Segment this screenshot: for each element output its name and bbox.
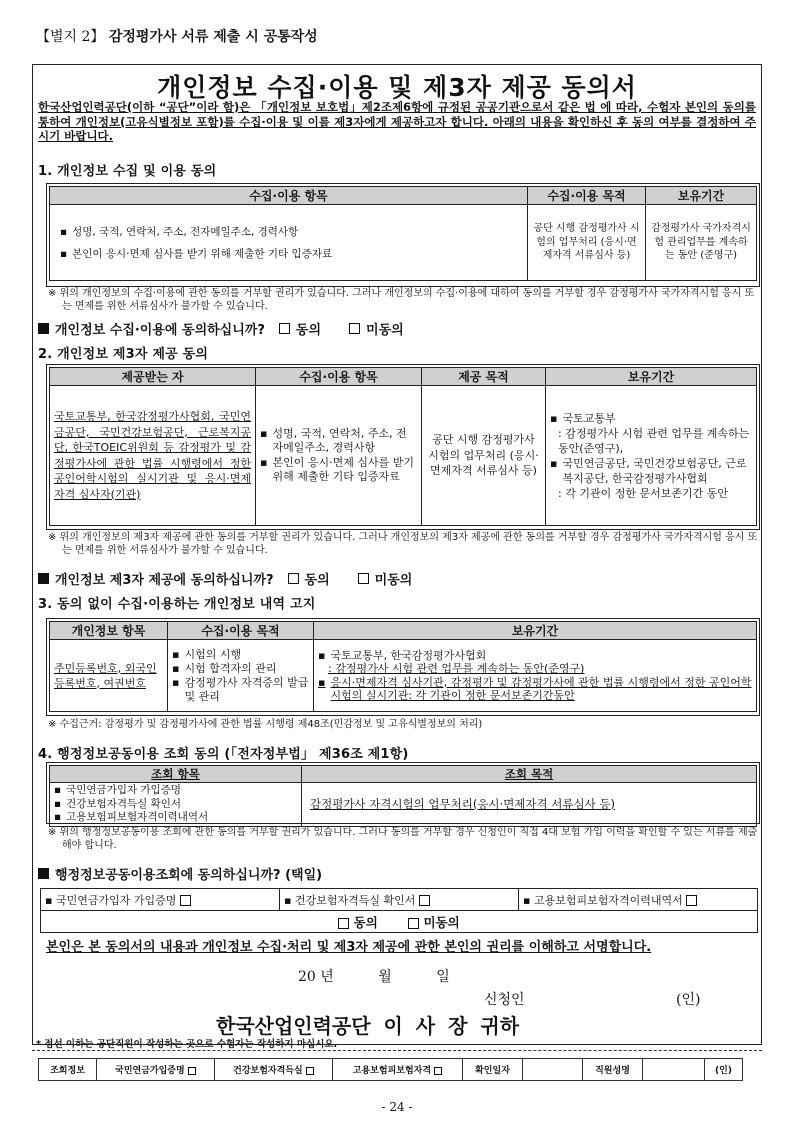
s2-th-items: 수집·이용 항목 [256,368,422,386]
s4-consent-row [41,911,758,933]
office-query-info: 조회정보 [39,1059,97,1081]
office-use-table [38,1058,742,1081]
s2-purpose-cell: 공단 시행 감정평가사 시험의 업무처리 (응시·면제자격 서류심사 등) [422,386,546,526]
section-4-question [38,864,322,883]
s1-th-purpose: 수집·이용 목적 [528,187,646,205]
s2-agree-label: 동의 [304,573,330,588]
consent-statement: 본인은 본 동의서의 내용과 개인정보 수집·처리 및 제3자 제공에 관한 본인의 권리를 이해하고 서명합니다. [46,940,652,955]
section-1-note: ※ 위의 개인정보의 수집·이용에 관한 동의를 거부할 권리가 있습니다. 그러나 개인정보의 수집·이용에 대하여 동의를 거부할 경우 감정평가사 국가자격시험 응시 또는 면제를 위한 서류심사가 불가할 수 있습니다. [48,288,755,312]
section-2-heading: 2. 개인정보 제3자 제공 동의 [38,347,209,362]
s4-option-pension: ▪ 국민연금가입자 가입증명 [41,889,280,911]
list-item: ▪ 국민연금공단, 국민건강보험공단, 근로복지공단, 한국감정평가사협회 [550,456,747,485]
s1-purpose-cell: 공단 시행 감정평가사 시험의 업무처리 (응시·면제자격 서류심사 등) [528,205,646,281]
page-number: - 24 - [381,1100,413,1114]
office-health-checkbox[interactable] [306,1067,314,1075]
list-item: ▪ 건강보험자격득실 확인서 [54,797,182,810]
s3-purpose-cell [168,640,314,712]
s4-th-purpose: 조회 목적 [302,766,757,783]
section-2-note: ※ 위의 개인정보의 제3자 제공에 관한 동의를 거부할 권리가 있습니다. 그러나 개인정보의 제3자 제공에 관한 동의를 거부할 경우 감정평가사 국가자격시험 응시 또는 면제를 위한 서류심사가 불가할 수 있습니다. [48,532,758,556]
s1-disagree-label: 미동의 [366,323,404,338]
square-bullet-icon [38,323,49,334]
section-4-heading: 4. 행정정보공동이용 조회 동의 (「전자정부법」 제36조 제1항) [38,747,409,762]
s4-options-table [40,888,758,932]
s4-option-health: ▪ 건강보험자격득실 확인서 [280,889,519,911]
s2-th-purpose: 제공 목적 [422,368,546,386]
section-1-heading: 1. 개인정보 수집 및 이용 동의 [38,164,217,179]
s3-retention-cell [314,640,757,712]
s1-question-text: 개인정보 수집·이용에 동의하십니까? [55,323,265,338]
s1-disagree-checkbox[interactable] [349,323,360,334]
s2-ret1-detail: : 감정평가사 시험 관련 업무를 계속하는 동안(준영구), [558,426,750,455]
date-year: 20 년 [298,969,334,985]
date-line [298,966,450,986]
s4-disagree-checkbox[interactable] [408,918,419,929]
s2-recipients-cell: 국토교통부, 한국감정평가사협회, 국민연금공단, 국민건강보험공단, 근로복지공단, 한국TOEIC위원회 등 감정평가 및 감정평가사에 관한 법률 시행령에서 정한 공인어학시험의 실시기관 및 응시·면제 자격 심사자(기관) [50,386,256,526]
s2-question-text: 개인정보 제3자 제공에 동의하십니까? [55,573,274,588]
s2-th-recipients: 제공받는 자 [50,368,256,386]
s3-th-retention: 보유기간 [314,622,757,640]
s4-opt-label-2: 고용보험피보험자격이력내역서 [533,893,683,907]
section-1-question [38,319,404,338]
s2-ret2-detail: : 각 기관이 정한 문서보존기간 동안 [558,486,728,500]
s4-disagree-label: 미동의 [423,914,460,930]
square-bullet-icon [38,573,49,584]
s3-th-items: 개인정보 항목 [50,622,168,640]
s4-employment-checkbox[interactable] [686,895,697,906]
section-2-table-frame [46,364,760,530]
s4-agree-label: 동의 [353,914,378,930]
applicant-seal[interactable]: (인) [676,992,701,1008]
s4-purpose-cell: 감정평가사 자격시험의 업무처리(응시·면제자격 서류심사 등) [302,783,757,827]
section-3-table-frame [46,618,760,716]
list-item: ▪ 본인이 응시·면제 심사를 받기 위해 제출한 기타 입증자료 [260,455,414,483]
s2-items-cell [256,386,422,526]
list-item: ▪ 시험 합격자의 관리 [172,661,277,675]
s4-agree-checkbox[interactable] [338,918,349,929]
s4-health-checkbox[interactable] [419,895,430,906]
s3-th-purpose: 수집·이용 목적 [168,622,314,640]
s2-disagree-label: 미동의 [374,573,413,588]
s2-agree-checkbox[interactable] [288,573,299,584]
form-title: 개인정보 수집·이용 및 제3자 제공 동의서 [157,73,637,102]
list-item: ▪ 응시·면제자격 심사기관, 감정평가 및 감정평가사에 관한 법률 시행령에서 정한 공인어학시험의 실시기관: 각 기관이 정한 문서보존기간동안 [318,675,752,702]
office-staff-name-field[interactable] [643,1059,705,1081]
office-pension-label: 국민연금가입증명 [115,1066,185,1076]
section-1-table-frame [46,183,760,287]
s4-th-items: 조회 항목 [50,766,302,783]
list-item: ▪ 국토교통부, 한국감정평가사협회 [318,648,487,662]
s1-th-items: 수집·이용 항목 [50,187,528,205]
list-item: ▪ 고용보험피보험자격이력내역서 [54,811,209,823]
section-3-table [49,621,757,712]
date-month: 월 [378,969,392,985]
s4-question-text: 행정정보공동이용조회에 동의하십니까? (택일) [55,868,323,883]
staff-note: * 점선 이하는 공단직원이 작성하는 곳으로 수험자는 작성하지 마십시오. [36,1039,338,1050]
office-pension [97,1059,215,1081]
s4-items-cell [50,783,302,827]
s1-agree-label: 동의 [295,323,322,338]
section-3-note: ※ 수집근거: 감정평가 및 감정평가사에 관한 법률 시행령 제48조(민감정보 및 고유식별정보의 처리) [48,719,483,730]
section-3-heading: 3. 동의 없이 수집·이용하는 개인정보 내역 고지 [38,597,316,612]
section-4-note: ※ 위의 행정정보공동이용 조회에 관한 동의를 거부할 권리가 있습니다. 그러나 동의를 거부할 경우 신청인이 직접 4대 보험 가입 이력을 확인할 수 있는 서류를 제출해야 합니다. [48,827,758,851]
s4-option-employment: ▪ 고용보험피보험자격이력내역서 [519,889,758,911]
office-employment-checkbox[interactable] [434,1067,442,1075]
office-confirm-date-field[interactable] [523,1059,583,1081]
s2-retention-cell [546,386,757,526]
section-4-table [49,765,757,827]
annex-header [36,26,318,46]
office-employment [333,1059,463,1081]
office-health [215,1059,333,1081]
list-item: ▪ 국민연금가입자 가입증명 [54,784,182,796]
list-item: ▪ 본인이 응시·면제 심사를 받기 위해 제출한 기타 입증자료 [60,247,333,260]
list-item: ▪ 성명, 국적, 연락처, 주소, 전자메일주소, 경력사항 [260,426,407,454]
office-staff-name-label: 직원성명 [583,1059,643,1081]
office-health-label: 건강보험자격득실 [233,1066,303,1076]
s4-pension-checkbox[interactable] [180,895,191,906]
annex-label: 【별지 2】 [36,29,105,45]
s1-items-cell [50,205,528,281]
addressee: 한국산업인력공단 이 사 장 귀하 [216,1014,520,1038]
list-item: ▪ 감정평가사 자격증의 발급 및 관리 [172,675,309,703]
section-2-question [38,569,412,588]
s1-agree-checkbox[interactable] [279,323,290,334]
s1-th-retention: 보유기간 [646,187,757,205]
section-1-table [49,186,757,281]
s3-ret1-detail: : 감정평가사 시험 관련 업무를 계속하는 동안(준영구) [328,662,585,675]
s3-items-cell: 주민등록번호, 외국인등록번호, 여권번호 [50,640,168,712]
intro-text: 한국산업인력공단(이하 “공단”이라 함)은 「개인정보 보호법」제2조제6항에 규정된 공공기관으로서 같은 법 에 따라, 수험자 본인의 동의를 통하여 개인정보(고유식별정보 포함)를 수집·이용 및 이를 제3자에게 제공하고자 합니다. 아래의 내용을 확인하신 후 동의 여부를 결정하여 주시기 바랍니다. [38,100,756,143]
s4-opt-label-0: 국민연금가입자 가입증명 [55,893,177,907]
s1-retention-cell: 감정평가사 국가자격시험 관리업무를 계속하는 동안 (준영구) [646,205,757,281]
office-confirm-date-label: 확인일자 [463,1059,523,1081]
list-item: ▪ 국토교통부 [550,411,616,425]
office-pension-checkbox[interactable] [188,1067,196,1075]
date-day: 일 [436,969,450,985]
list-item: ▪ 성명, 국적, 연락처, 주소, 전자메일주소, 경력사항 [60,225,299,238]
applicant-label: 신청인 [484,992,525,1008]
cut-line [32,1050,762,1051]
office-staff-seal[interactable]: (인) [705,1059,743,1081]
annex-title: 감정평가사 서류 제출 시 공통작성 [108,29,318,45]
s2-th-retention: 보유기간 [546,368,757,386]
square-bullet-icon [38,868,49,879]
section-4-table-frame [46,762,760,824]
list-item: ▪ 시험의 시행 [172,647,242,661]
section-2-table [49,367,757,526]
s4-opt-label-1: 건강보험자격득실 확인서 [294,893,416,907]
s2-disagree-checkbox[interactable] [358,573,369,584]
office-employment-label: 고용보험피보험자격 [352,1066,432,1076]
